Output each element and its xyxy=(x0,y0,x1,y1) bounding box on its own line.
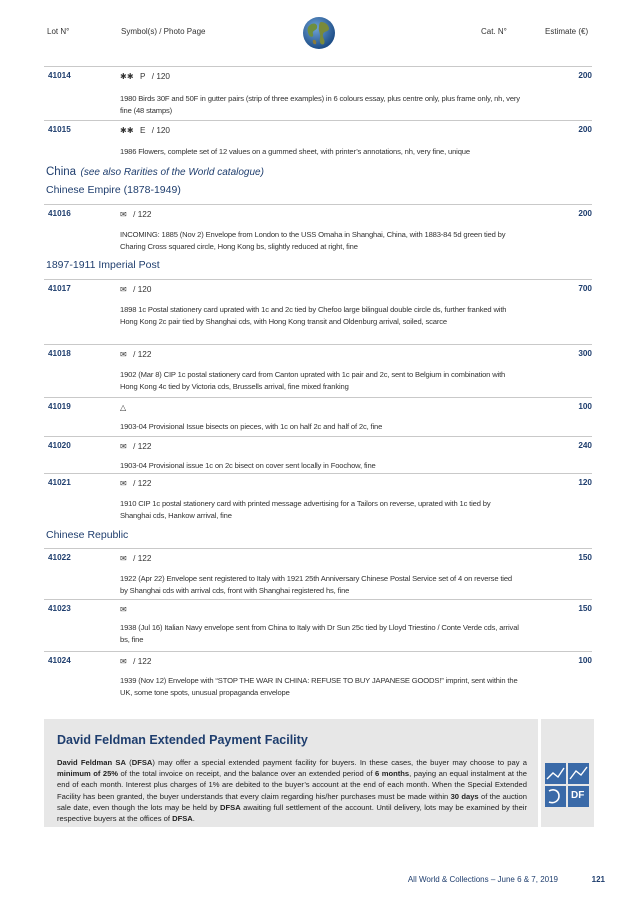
lot-estimate: 150 xyxy=(578,553,592,562)
subsection-imperial-post: 1897-1911 Imperial Post xyxy=(46,259,160,271)
lot-symbols xyxy=(120,441,151,451)
lot-symbols xyxy=(120,402,130,412)
lot-description: 1938 (Jul 16) Italian Navy envelope sent from China to Italy with Dr Sun 25c tied by Lloyd Triestino / Conte Verde cds, arrival bs, fine xyxy=(120,623,519,644)
lot-number: 41014 xyxy=(48,71,71,80)
condition-code: E xyxy=(140,126,146,135)
lot-estimate: 700 xyxy=(578,284,592,293)
lot-symbols xyxy=(120,125,170,135)
lot-no-header: Lot N° xyxy=(47,27,70,36)
photo-page: / 122 xyxy=(133,350,152,359)
photo-page: / 122 xyxy=(133,554,152,563)
cover-symbol: ✉ xyxy=(120,285,127,294)
lot-description: 1903-04 Provisional issue 1c on 2c bisect on cover sent locally in Foochow, fine xyxy=(120,461,376,470)
symbols-header: Symbol(s) / Photo Page xyxy=(121,27,206,36)
cover-symbol: ✉ xyxy=(120,350,127,359)
photo-page: / 122 xyxy=(133,210,152,219)
lot-symbols xyxy=(120,478,151,488)
divider xyxy=(44,66,592,67)
lot-number: 41020 xyxy=(48,441,71,450)
lot-symbols xyxy=(120,71,170,81)
payment-facility-box xyxy=(44,719,538,827)
divider xyxy=(44,204,592,205)
lot-description: 1986 Flowers, complete set of 12 values on a gummed sheet, with printer’s annotations, nh, very fine, unique xyxy=(120,147,470,156)
lot-estimate: 100 xyxy=(578,656,592,665)
divider xyxy=(44,436,592,437)
lot-number: 41021 xyxy=(48,478,71,487)
subsection-chinese-republic: Chinese Republic xyxy=(46,529,129,541)
cover-symbol: ✉ xyxy=(120,657,127,666)
lot-description: 1939 (Nov 12) Envelope with “STOP THE WAR IN CHINA: REFUSE TO BUY JAPANESE GOODS!” imprint, sent within the UK, some tone spots, unusual propaganda envelope xyxy=(120,676,518,697)
lot-number: 41018 xyxy=(48,349,71,358)
globe-icon xyxy=(302,16,336,50)
cover-symbol: ✉ xyxy=(120,442,127,451)
feldman-logo xyxy=(545,763,589,807)
lot-estimate: 240 xyxy=(578,441,592,450)
lot-description: 1922 (Apr 22) Envelope sent registered to Italy with 1921 25th Anniversary Chinese Postal Service set of 4 on reverse tied by Shanghai cds with arrival cds, front with Shanghai registered hs, fine xyxy=(120,574,512,595)
section-title: China xyxy=(46,166,77,178)
lot-description: 1902 (Mar 8) CIP 1c postal stationery card from Canton uprated with 1c pair and 2c, sent to Belgium in combination with Hong Kong 4c tied by Victoria cds, Brussells arrival, fine mixed franking xyxy=(120,370,506,391)
cover-symbol: ✉ xyxy=(120,479,127,488)
lot-symbols xyxy=(120,349,151,359)
lot-symbols xyxy=(120,284,151,294)
page-header xyxy=(0,0,638,64)
lot-number: 41016 xyxy=(48,209,71,218)
lot-description: 1903-04 Provisional Issue bisects on pieces, with 1c on half 2c and half of 2c, fine xyxy=(120,422,383,431)
facility-text: David Feldman SA (DFSA) may offer a special extended payment facility for buyers. In these cases, the buyer may choose to pay a minimum of 25% of the total invoice on receipt, and the balance over an extended period of 6 months, paying an equal instalment at the end of each month. Interest plus charges of 1% are debited to the buyer’s account at the end of each month. When the Special Extended Facility has been granted, the buyer understands that every claim regarding his/her purchases must be made within 30 days of the auction sale date, even though the lots may be held by DFSA awaiting full settlement of the account. Until delivery, lots may be examined by their respective buyers at the offices of DFSA. xyxy=(57,758,528,824)
photo-page: / 122 xyxy=(133,479,152,488)
lot-number: 41017 xyxy=(48,284,71,293)
page-number: 121 xyxy=(591,875,605,884)
cat-no-header: Cat. N° xyxy=(481,27,507,36)
lot-number: 41022 xyxy=(48,553,71,562)
photo-page: / 122 xyxy=(133,657,152,666)
lot-number: 41015 xyxy=(48,125,71,134)
lot-symbols xyxy=(120,553,151,563)
lot-symbols xyxy=(120,656,151,666)
lot-estimate: 120 xyxy=(578,478,592,487)
divider xyxy=(44,651,592,652)
photo-page: / 120 xyxy=(151,72,170,81)
subsection-chinese-empire: Chinese Empire (1878-1949) xyxy=(46,184,181,196)
divider xyxy=(44,548,592,549)
lot-description: 1898 1c Postal stationery card uprated with 1c and 2c tied by Chefoo large bilingual double circle ds, further franked with Hong Kong 2c pair tied by Shanghai cds, with Hong Kong transit and Oldenburg arrival, soiled, scarce xyxy=(120,305,507,326)
photo-page: / 120 xyxy=(151,126,170,135)
mint-symbol: ✱✱ xyxy=(120,126,134,135)
divider xyxy=(44,599,592,600)
photo-page: / 122 xyxy=(133,442,152,451)
lot-estimate: 200 xyxy=(578,209,592,218)
lot-estimate: 300 xyxy=(578,349,592,358)
estimate-header: Estimate (€) xyxy=(545,27,589,36)
condition-code: P xyxy=(140,72,146,81)
lot-number: 41019 xyxy=(48,402,71,411)
lot-number: 41024 xyxy=(48,656,71,665)
cover-symbol: ✉ xyxy=(120,605,127,614)
cover-symbol: ✉ xyxy=(120,210,127,219)
logo-text: DF xyxy=(571,790,585,801)
cover-symbol: ✉ xyxy=(120,554,127,563)
lot-estimate: 150 xyxy=(578,604,592,613)
section-note: (see also Rarities of the World catalogue) xyxy=(80,167,264,178)
lot-symbols xyxy=(120,604,131,614)
divider xyxy=(44,473,592,474)
divider xyxy=(44,279,592,280)
facility-logo-panel xyxy=(541,719,594,827)
section-china xyxy=(46,162,264,180)
lot-estimate: 200 xyxy=(578,71,592,80)
lot-description: 1910 CIP 1c postal stationery card with printed message advertising for a Tailors on reverse, uprated with 1c tied by Shanghai cds, Hankow arrival, fine xyxy=(120,499,491,520)
piece-symbol: △ xyxy=(120,403,127,412)
facility-title: David Feldman Extended Payment Facility xyxy=(57,733,308,747)
footer-title: All World & Collections – June 6 & 7, 2019 xyxy=(407,875,558,884)
lot-estimate: 100 xyxy=(578,402,592,411)
lot-description: 1980 Birds 30F and 50F in gutter pairs (strip of three examples) in 6 colours essay, plus centre only, plus frame only, nh, very fine (48 stamps) xyxy=(120,94,520,115)
lot-description: INCOMING: 1885 (Nov 2) Envelope from London to the USS Omaha in Shanghai, China, with 1883-84 5d green tied by Charing Cross squared circle, Hong Kong bs, slightly reduced at right, fine xyxy=(120,230,506,251)
lot-number: 41023 xyxy=(48,604,71,613)
divider xyxy=(44,120,592,121)
lot-estimate: 200 xyxy=(578,125,592,134)
lot-symbols xyxy=(120,209,151,219)
mint-symbol: ✱✱ xyxy=(120,72,134,81)
divider xyxy=(44,397,592,398)
divider xyxy=(44,344,592,345)
photo-page: / 120 xyxy=(133,285,152,294)
